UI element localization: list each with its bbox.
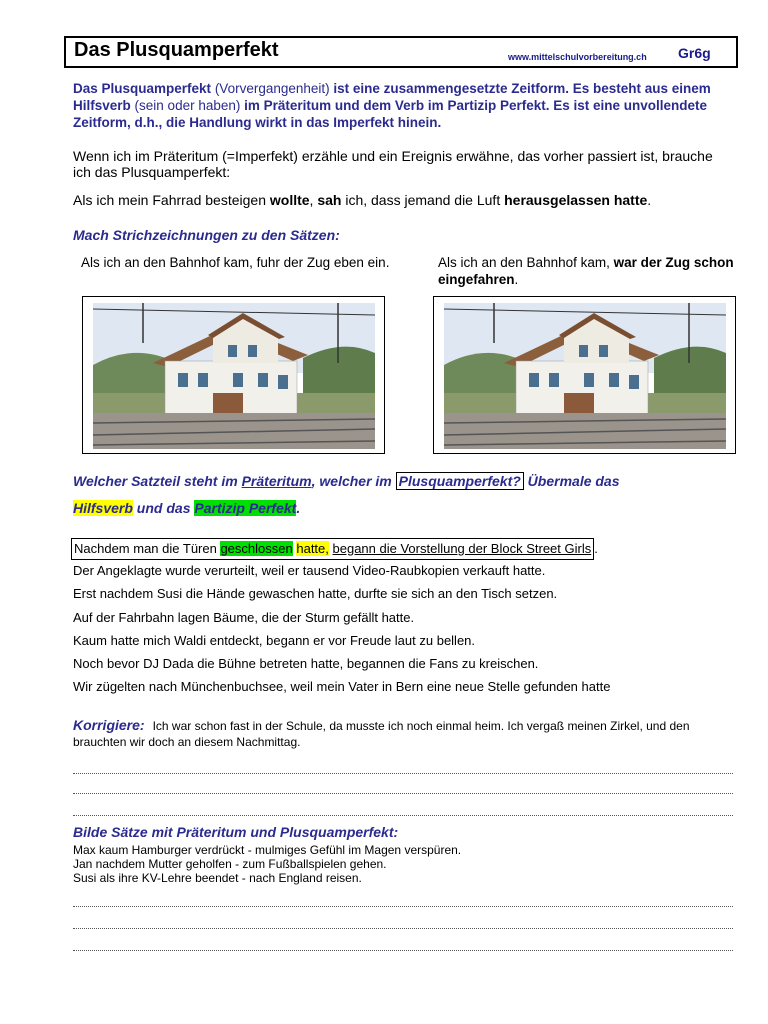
intro-term-alt: (Vorvergangenheit)	[214, 81, 330, 96]
list-item: Erst nachdem Susi die Hände gewaschen hatte, durfte sie sich an den Tisch setzen.	[73, 586, 558, 602]
tense-question	[73, 468, 743, 522]
fs-main-clause: begann die Vorstellung der Block Street Girls	[332, 541, 592, 556]
tq-partizip-highlight: Partizip Perfekt	[194, 500, 297, 516]
list-item: Jan nachdem Mutter geholfen - zum Fußballspielen gehen.	[73, 857, 387, 871]
drawing-heading: Mach Strichzeichnungen zu den Sätzen:	[73, 227, 340, 243]
drawing-sentence-right-end: .	[514, 272, 519, 287]
grade-code: Gr6g	[678, 45, 711, 61]
tq-plusquamperfekt-box: Plusquamperfekt?	[396, 472, 524, 490]
tq-hilfsverb-highlight: Hilfsverb	[73, 500, 133, 516]
intro-paragraph	[73, 80, 733, 131]
bilde-heading: Bilde Sätze mit Präteritum und Plusquamperfekt:	[73, 824, 399, 840]
drawing-sentence-right	[438, 254, 738, 288]
answer-line[interactable]	[73, 793, 733, 794]
list-item: Susi als ihre KV-Lehre beendet - nach England reisen.	[73, 871, 362, 885]
tq-part: Welcher Satzteil steht im	[73, 473, 242, 489]
example-part: .	[647, 192, 652, 208]
example-bold: sah	[317, 192, 342, 208]
example-part: ich, dass jemand die Luft	[341, 192, 505, 208]
korrigiere-text: Ich war schon fast in der Schule, da musste ich noch einmal heim. Ich vergaß meinen Zirkel, und den brauchten wir doch an diesem Nachmittag.	[73, 719, 690, 749]
tq-part: Übermale das	[523, 473, 620, 489]
list-item: Auf der Fahrbahn lagen Bäume, die der Sturm gefällt hatte.	[73, 609, 415, 625]
intro-term: Das Plusquamperfekt	[73, 81, 212, 96]
tq-part: .	[296, 500, 301, 516]
fs-hilfsverb: hatte,	[296, 541, 329, 556]
site-url: www.mittelschulvorbereitung.ch	[508, 52, 647, 62]
page-title: Das Plusquamperfekt	[74, 39, 279, 61]
station-illustration	[93, 303, 375, 449]
list-item: Max kaum Hamburger verdrückt - mulmiges Gefühl im Magen verspüren.	[73, 843, 462, 857]
intro-text-2: im Präteritum und dem Verb im Partizip Perfekt. Es ist eine unvollendete Zeitform, d.h., die Handlung wirkt in das Imperfekt hinein.	[73, 98, 708, 130]
drawing-sentence-left: Als ich an den Bahnhof kam, fuhr der Zug eben ein.	[81, 255, 390, 270]
bilde-prompts	[73, 843, 461, 885]
explanation-text: Wenn ich im Präteritum (=Imperfekt) erzähle und ein Ereignis erwähne, das vorher passiert ist, brauche ich das Plusquamperfekt:	[73, 148, 713, 180]
answer-line[interactable]	[73, 906, 733, 907]
example-part: Als ich mein Fahrrad besteigen	[73, 192, 270, 208]
intro-aux-examples: (sein oder haben)	[134, 98, 241, 113]
example-bold: herausgelassen hatte	[504, 192, 648, 208]
list-item: Der Angeklagte wurde verurteilt, weil er tausend Video-Raubkopien verkauft hatte.	[73, 563, 546, 579]
tq-part: und das	[132, 500, 195, 516]
answer-line[interactable]	[73, 950, 733, 951]
station-photo-right	[433, 296, 736, 454]
drawing-sentence-right-plain: Als ich an den Bahnhof kam,	[438, 255, 614, 270]
list-item: Wir zügelten nach Münchenbuchsee, weil mein Vater in Bern eine neue Stelle gefunden hatte	[73, 679, 611, 695]
korrigiere-heading: Korrigiere:	[73, 717, 145, 733]
answer-line[interactable]	[73, 928, 733, 929]
example-sentence	[73, 192, 733, 208]
fs-part: Nachdem man die Türen	[74, 541, 221, 556]
drawing-sentence-right-bold: war der Zug schon eingefahren	[438, 255, 734, 287]
fs-partizip: geschlossen	[220, 541, 293, 556]
intro-text-1: ist eine zusammengesetzte Zeitform. Es besteht aus einem Hilfsverb	[73, 81, 711, 113]
fs-period: .	[594, 541, 598, 556]
sentence-list	[73, 538, 743, 700]
list-item	[73, 538, 743, 561]
answer-line[interactable]	[73, 773, 733, 774]
example-bold: wollte	[269, 192, 310, 208]
list-item: Noch bevor DJ Dada die Bühne betreten hatte, begannen die Fans zu kreischen.	[73, 655, 539, 671]
station-illustration	[444, 303, 726, 449]
first-sentence-box	[71, 538, 594, 560]
tq-praeteritum: Präteritum	[241, 473, 312, 489]
example-part: ,	[309, 192, 318, 208]
answer-line[interactable]	[73, 815, 733, 816]
tq-part: , welcher im	[311, 473, 396, 489]
korrigiere-block	[73, 717, 738, 750]
list-item: Kaum hatte mich Waldi entdeckt, begann er vor Freude laut zu bellen.	[73, 632, 476, 648]
station-photo-left	[82, 296, 385, 454]
